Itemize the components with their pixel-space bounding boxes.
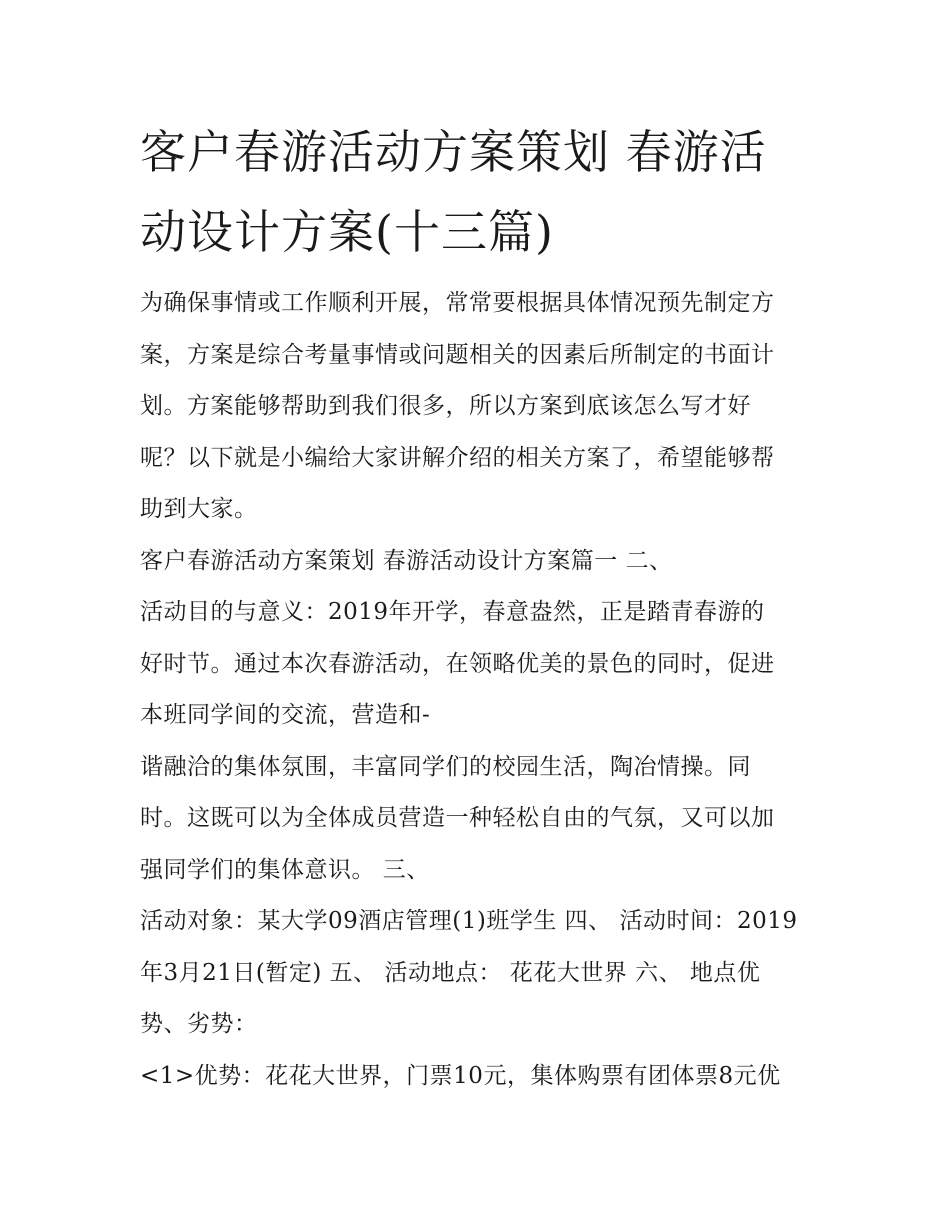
title-line-2: 动设计方案(十三篇) xyxy=(140,205,554,259)
body-line: 本班同学间的交流，营造和- xyxy=(140,702,431,728)
body-line: 为确保事情或工作顺利开展，常常要根据具体情况预先制定方 xyxy=(140,290,775,316)
body-line: 势、劣势： xyxy=(140,1011,258,1037)
body-line: 呢？以下就是小编给大家讲解介绍的相关方案了，希望能够帮 xyxy=(140,444,775,471)
body-line: 客户春游活动方案策划 春游活动设计方案篇一 二、 xyxy=(140,547,673,574)
body-line: 活动目的与意义：2019年开学，春意盎然，正是踏青春游的 xyxy=(140,599,765,625)
body-line: 案，方案是综合考量事情或问题相关的因素后所制定的书面计 xyxy=(140,341,775,368)
document-title xyxy=(140,112,812,272)
body-line: 助到大家。 xyxy=(140,496,258,522)
document-page xyxy=(140,112,812,1102)
body-line: <1>优势：花花大世界，门票10元，集体购票有团体票8元优 xyxy=(140,1062,781,1089)
body-line: 年3月21日(暂定) 五、 活动地点： 花花大世界 六、 地点优 xyxy=(140,959,761,986)
body-line: 时。这既可以为全体成员营造一种轻松自由的气氛，又可以加 xyxy=(140,805,775,831)
document-body xyxy=(140,278,812,1102)
title-line-1: 客户春游活动方案策划 春游活 xyxy=(140,125,767,179)
body-line: 划。方案能够帮助到我们很多，所以方案到底该怎么写才好 xyxy=(140,393,751,419)
body-line: 谐融洽的集体氛围，丰富同学们的校园生活，陶冶情操。同 xyxy=(140,753,751,780)
body-line: 强同学们的集体意识。 三、 xyxy=(140,856,430,883)
body-line: 活动对象：某大学09酒店管理(1)班学生 四、 活动时间：2019 xyxy=(140,908,798,934)
body-line: 好时节。通过本次春游活动，在领略优美的景色的同时，促进 xyxy=(140,650,775,677)
